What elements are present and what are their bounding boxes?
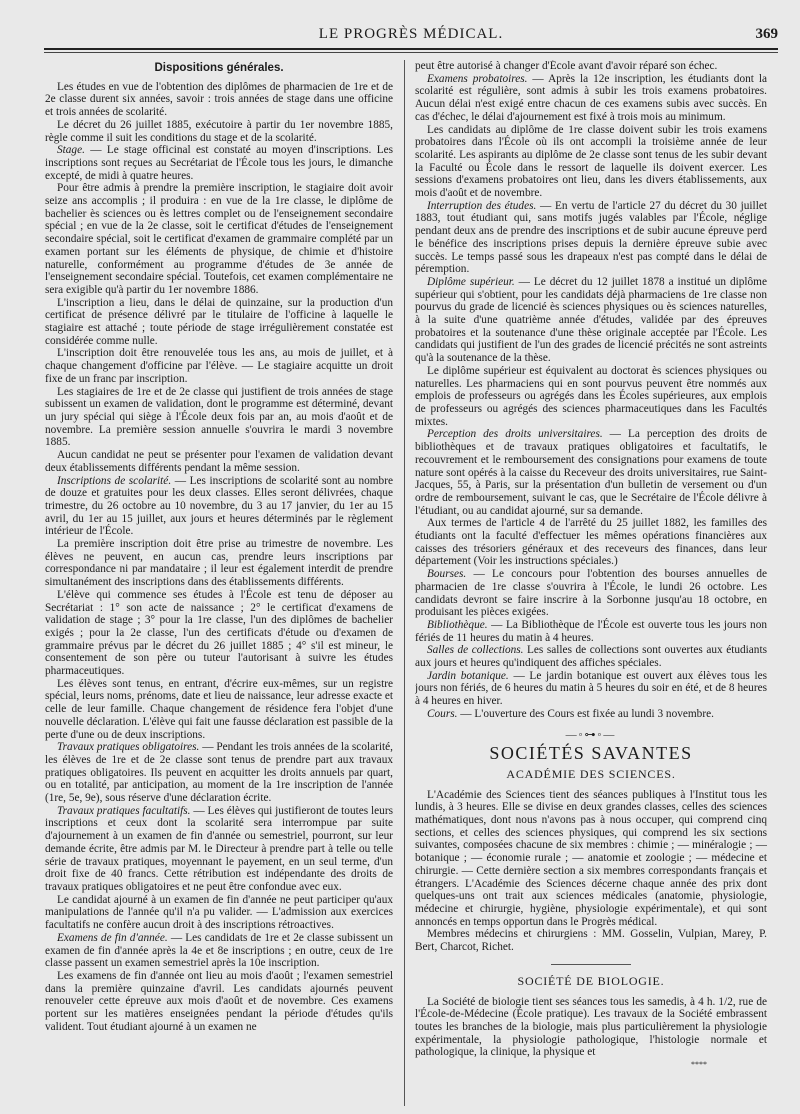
paragraph-text: Aucun candidat ne peut se présenter pour l'examen de validation devant deux établissements différents pendant la même session. (45, 449, 393, 474)
page-number: 369 (755, 26, 778, 42)
paragraph (45, 589, 393, 678)
paragraph-text: — Les élèves qui justifieront de toutes leurs inscriptions et ceux dont la scolarité sera interrompue par suite d'ajournement à un examen de fin d'année ou semestriel, pourront, sur leur demande écrite, être admis par M. le Directeur à prendre part à telle ou telle série de travaux pratiques, moyennant le payement, en un seul terme, d'un droit fixe de 40 francs. Cette rétribution est indépendante des droits de travaux pratiques obligatoires et ne peut être confondue avec eux. (45, 804, 393, 893)
paragraph-text: — Le concours pour l'obtention des bourses annuelles de pharmacien de 1re classe s'ouvrira à l'École, le lundi 26 octobre. Les candidats devront se faire inscrire à la Sorbonne jusqu'au 18 octobre, en produisant les pièces exigées. (415, 568, 767, 619)
academie-heading: ACADÉMIE DES SCIENCES. (506, 766, 676, 781)
paragraph (415, 276, 767, 365)
paragraph (45, 741, 393, 805)
paragraph-text: Le diplôme supérieur est équivalent au doctorat ès sciences physiques ou naturelles. Les pharmaciens qui en sont pourvus peuvent être nommés aux emplois de professeurs ou agrégés dans les Écoles supérieures, aux emplois de professeurs ou agrégés des sciences pharmaceutiques dans les Facultés mixtes. (415, 364, 767, 428)
paragraph-text: L'inscription doit être renouvelée tous les ans, au mois de juillet, et à chaque changement d'officine par l'élève. — Le stagiaire acquitte un droit fixe de un franc par inscription. (45, 347, 393, 385)
paragraph (415, 428, 767, 517)
paragraph-text: Pour être admis à prendre la première inscription, le stagiaire doit avoir seize ans accomplis ; il produira : en vue de la 1re classe, le diplôme de bachelier ès sciences ou ès lettres complet ou de l'enseignement secondaire spécial ; en vue de la 2e classe, soit le certificat d'études de l'enseignement secondaire spécial, soit le certificat d'examen de grammaire complété par un examen portant sur les éléments de physique, de chimie et d'histoire naturelle, conformément au programme d'études de 3e année de l'enseignement secondaire spécial. Toutefois, cet examen complémentaire ne sera exigible qu'à partir du 1er novembre 1886. (45, 182, 393, 296)
paragraph-text: — En vertu de l'article 27 du décret du 30 juillet 1883, tout étudiant qui, sans motifs jugés valables par l'École, néglige pendant deux ans de prendre des inscriptions et de subir aucune épreuve perd le bénéfice des inscriptions prises depuis la dernière épreuve subie avec succès. Le temps passé sous les drapeaux n'est pas compté dans le délai de péremption. (415, 199, 767, 276)
footer-mark: **** (691, 1060, 707, 1070)
paragraph-text: Les salles de collections sont ouvertes aux étudiants aux jours et heures qu'indiquent des affiches spéciales. (415, 644, 767, 670)
paragraph (45, 144, 393, 182)
biologie-paragraph: La Société de biologie tient ses séances tous les samedis, à 4 h. 1/2, rue de l'École-de-Médecine (École pratique). Les travaux de la Société embrassent toutes les branches de la biologie, mais plus particulièrement la physiologie expérimentale, la physiologie pathologique, l'histologie normale et pathologique, la clinique, la physique et (415, 995, 767, 1059)
paragraph-text: — Le jardin botanique est ouvert aux élèves tous les jours non fériés, de 6 heures du matin à 5 heures du soir en été, et de 8 heures à 4 heures en hiver. (415, 669, 767, 708)
paragraph-lead: Salles de collections. (427, 644, 524, 657)
paragraph-text: L'inscription a lieu, dans le délai de quinzaine, sur la production d'un certificat de présence délivré par le titulaire de l'officine à laquelle le stagiaire est attaché ; toute période de stage irrégulièrement constatée est considérée comme nulle. (45, 296, 393, 347)
paragraph-text: Aux termes de l'article 4 de l'arrêté du 25 juillet 1882, les familles des étudiants ont la faculté d'effectuer les mêmes opérations financières aux caisses des trésoriers généraux et des receveurs des finances, dans leur département (Voir les instructions spéciales.) (415, 517, 767, 568)
right-column (415, 60, 767, 1106)
paragraph-text: Les élèves sont tenus, en entrant, d'écrire eux-mêmes, sur un registre spécial, leurs noms, prénoms, date et lieu de naissance, leur adresse exacte et celle de leur famille. Chaque changement de résidence fera l'objet d'une nouvelle déclaration. L'élève qui fait une fausse déclaration est passible de la perte d'une ou de deux inscriptions. (45, 677, 393, 741)
paragraph (45, 182, 393, 296)
paragraph (45, 932, 393, 970)
paragraph-text: Les stagiaires de 1re et de 2e classe qui justifient de trois années de stage subissent un examen de validation, dont le programme est déterminé, devant un jury spécial qui siège à l'École deux fois par an, au mois d'août et de novembre. La première session annuelle s'ouvrira le mardi 3 novembre 1885. (45, 385, 393, 449)
paragraph-text: — Les candidats de 1re et 2e classe subissent un examen de fin d'année après la 4e et 8e inscriptions ; en outre, ceux de 1re classe passent un examen semestriel après la 10e inscription. (45, 931, 393, 970)
paragraph-lead: Interruption des études. (427, 199, 537, 212)
paragraph (45, 805, 393, 894)
academie-paragraph: L'Académie des Sciences tient des séances publiques à l'Institut tous les lundis, à 3 heures. Elle se divise en deux grandes classes, celles des sciences mathématiques, dont nous n'avons pas à nous occuper, qui comprend cinq sections, et celles des sciences physiques, qui comprend les six sections suivantes, composées chacune de six membres : chimie ; — minéralogie ; — botanique ; — économie rurale ; — anatomie et zoologie ; — médecine et chirurgie. — Cette dernière section a six membres correspondants français et étrangers. L'Académie des Sciences décerne chaque année des prix dont quelques-uns ont trait aux sciences médicales (anatomie, physiologie, médecine et chirurgie, hygiène, physiologie expérimentale), et qui sont annoncés en temps opportun dans le Progrès médical. (415, 788, 767, 928)
paragraph-lead: Jardin botanique. (427, 669, 509, 682)
paragraph-text: Les études en vue de l'obtention des diplômes de pharmacien de 1re et de 2e classe durent six années, savoir : trois années de stage dans une officine et trois années de scolarité. (45, 80, 393, 119)
paragraph-text: Les examens de fin d'année ont lieu au mois d'août ; l'examen semestriel dans la première quinzaine d'avril. Les candidats ajournés peuvent renouveler cette épreuve aux mois d'août et de novembre. Ces examens portent sur les matières enseignées pendant la période d'études qu'ils valident. Tout étudiant ajourné à un examen ne (45, 969, 393, 1033)
paragraph-text: — La Bibliothèque de l'École est ouverte tous les jours non fériés de 11 heures du matin à 4 heures. (415, 618, 767, 644)
section-title: Dispositions générales. (154, 62, 284, 74)
paragraph (45, 970, 393, 1034)
paragraph (415, 644, 767, 669)
paragraph-lead: Inscriptions de scolarité. (57, 474, 172, 487)
paragraph-text: L'élève qui commence ses études à l'École est tenu de déposer au Secrétariat : 1° son acte de naissance ; 2° le certificat d'examens de validation de stage ; 3° pour la 1re classe, l'un des diplômes de bachelier exigés ; pour la 2e classe, l'un des certificats d'étude ou d'examen de grammaire prévus par le décret du 26 juillet 1885 ; 4° s'il est mineur, le consentement de son père ou tuteur l'autorisant à suivre les études pharmaceutiques. (45, 588, 393, 678)
paragraph (45, 538, 393, 589)
paragraph (415, 365, 767, 429)
paragraph-lead: Diplôme supérieur. (427, 275, 515, 288)
header-rule (44, 52, 778, 53)
section-rule (551, 964, 631, 965)
academie-members: Membres médecins et chirurgiens : MM. Gosselin, Vulpian, Marey, P. Bert, Charcot, Richet. (415, 928, 767, 954)
paragraph-lead: Bibliothèque. (427, 618, 488, 631)
paragraph (415, 60, 767, 73)
paragraph-text: — Le stage officinal est constaté au moyen d'inscriptions. Les inscriptions sont reçues au Secrétariat de l'École tous les jours, le dimanche excepté, de midi à quatre heures. (45, 144, 393, 182)
column-divider (404, 60, 405, 1106)
paragraph-text: La première inscription doit être prise au trimestre de novembre. Les élèves ne peuvent, en aucun cas, prendre leurs inscriptions par correspondance ni par mandataire ; il leur est également interdit de prendre simultanément des inscriptions dans des établissements différents. (45, 538, 393, 589)
paragraph (415, 200, 767, 276)
paragraph (45, 347, 393, 385)
paragraph (45, 894, 393, 932)
paragraph (415, 124, 767, 200)
paragraph (45, 119, 393, 144)
paragraph (415, 708, 767, 721)
right-paragraphs (415, 60, 767, 721)
paragraph-lead: Bourses. (427, 568, 467, 581)
paragraph-lead: Perception des droits universitaires. (427, 428, 603, 441)
paragraph-text: — Pendant les trois années de la scolarité, les élèves de 1re et de 2e classe sont tenus de prendre part aux travaux pratiques obligatoires. Ils peuvent en acquitter les droits annuels par quart, ou en totalité, par anticipation, au moment de la 1re inscription de l'année (1re, 5e, 9e), sous réserve d'une déclaration écrite. (45, 741, 393, 805)
paragraph-lead: Travaux pratiques obligatoires. (57, 741, 200, 754)
paragraph (415, 73, 767, 124)
paragraph (45, 386, 393, 450)
paragraph-text: peut être autorisé à changer d'École avant d'avoir réparé son échec. (415, 60, 718, 72)
paragraph-text: — Les inscriptions de scolarité sont au nombre de douze et gratuites pour les deux classes. Elles seront délivrées, chaque trimestre, du 26 octobre au 10 novembre, du 3 au 17 janvier, du 1er au 15 avril, du 1er au 15 juillet, aux jours et heures déterminés par le règlement intérieur de l'École. (45, 474, 393, 538)
paragraph-lead: Examens de fin d'année. (57, 931, 168, 944)
paragraph (45, 475, 393, 539)
paragraph (415, 619, 767, 644)
paragraph-text: — L'ouverture des Cours est fixée au lundi 3 novembre. (457, 707, 714, 720)
paragraph-lead: Travaux pratiques facultatifs. (57, 804, 191, 817)
societes-heading: SOCIÉTÉS SAVANTES (489, 743, 693, 764)
paragraph-text: Le candidat ajourné à un examen de fin d'année ne peut participer qu'aux manipulations de l'année qu'il n'a pu valider. — L'admission aux exercices facultatifs ne confère aucun droit à des inscriptions rétroactives. (45, 893, 393, 932)
paragraph-lead: Examens probatoires. (427, 72, 528, 85)
paragraph (415, 517, 767, 568)
biologie-heading: SOCIÉTÉ DE BIOLOGIE. (517, 973, 665, 988)
left-column (45, 60, 393, 1106)
ornament: —◦⊶◦— (565, 728, 617, 741)
paragraph (415, 670, 767, 708)
paragraph-text: — Le décret du 12 juillet 1878 a institué un diplôme supérieur qui s'obtient, pour les candidats déjà pharmaciens de 1re classe non pourvus du grade de licencié ès sciences physiques ou ès sciences naturelles, à la suite d'une quatrième année d'études, validée par des épreuves probatoires et la soutenance d'une thèse originale acceptée par l'École. Les candidats qui justifient de l'un des grades de licencié précités ne sont astreints qu'à la soutenance de la thèse. (415, 275, 767, 365)
paragraph (45, 81, 393, 119)
paragraph-text: — La perception des droits de bibliothèques et de travaux pratiques obligatoires et facultatifs, le recouvrement et le remboursement des consignations pour examens de toute nature sont opérés à la caisse du Receveur des droits universitaires, rue Saint-Jacques, 55, à Paris, sur la présentation d'un bulletin de versement ou d'un ordre de remboursement, suivant le cas, que le Secrétaire de l'École délivre à l'étudiant, ou au candidat ajourné, sur sa demande. (415, 428, 767, 517)
paragraph (45, 297, 393, 348)
paragraph-text: Les candidats au diplôme de 1re classe doivent subir les trois examens probatoires dans l'École où ils ont accompli la troisième année de leur scolarité. Les aspirants au diplôme de 2e classe sont tenus de les subir devant la Faculté ou École dans le ressort de laquelle ils doivent exercer. Les sessions d'examens probatoires ont lieu, dans les divers établissements, aux mois d'août et de novembre. (415, 123, 767, 200)
paragraph-lead: Stage. (57, 144, 85, 157)
paragraph-text: — Après la 12e inscription, les étudiants dont la scolarité est régulière, sont admis à subir les trois examens probatoires. Aucun délai n'est exigé entre chacun de ces examens subis avec succès. En cas d'échec, le délai d'ajournement est fixé à trois mois au minimum. (415, 72, 767, 123)
paragraph-text: Le décret du 26 juillet 1885, exécutoire à partir du 1er novembre 1885, règle comme il suit les conditions du stage et de la scolarité. (45, 118, 393, 144)
paragraph-lead: Cours. (427, 707, 458, 720)
page-header (44, 20, 778, 50)
paragraph (45, 678, 393, 742)
paragraph (415, 568, 767, 619)
left-paragraphs (45, 81, 393, 1034)
journal-title: LE PROGRÈS MÉDICAL. (318, 26, 504, 42)
paragraph (45, 449, 393, 474)
